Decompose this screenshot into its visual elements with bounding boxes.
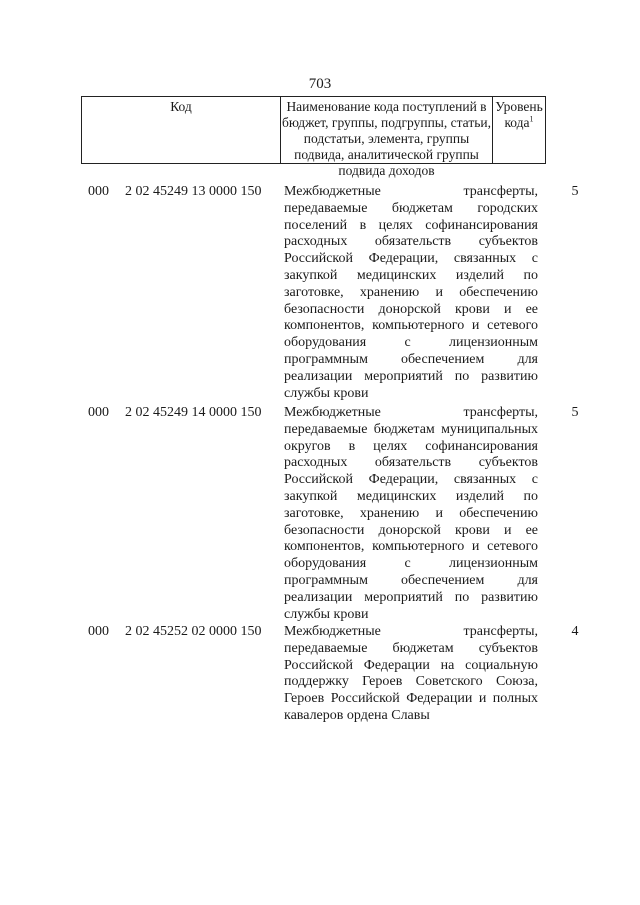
row-level: 5 bbox=[571, 184, 579, 199]
row-prefix: 000 bbox=[88, 184, 109, 199]
row-code: 2 02 45252 02 0000 150 bbox=[125, 624, 262, 639]
header-code: Код bbox=[82, 97, 281, 163]
row-code: 2 02 45249 14 0000 150 bbox=[125, 405, 262, 420]
page-number: 703 bbox=[308, 76, 332, 92]
row-level: 4 bbox=[571, 624, 579, 639]
table-header bbox=[81, 96, 546, 178]
header-name: Наименование кода поступлений в бюджет, группы, подгруппы, статьи, подстатьи, элемента, группы подвида, аналитической группы подвида доходов bbox=[281, 97, 493, 163]
row-level: 5 bbox=[571, 405, 579, 420]
row-code: 2 02 45249 13 0000 150 bbox=[125, 184, 262, 199]
header-level bbox=[493, 97, 545, 163]
row-prefix: 000 bbox=[88, 405, 109, 420]
header-level-footnote: 1 bbox=[529, 114, 534, 124]
row-prefix: 000 bbox=[88, 624, 109, 639]
row-description: Межбюджетные трансферты, передаваемые бюджетам субъектов Российской Федерации на социальную поддержку Героев Советского Союза, Героев Российской Федерации и полных кавалеров ордена Славы bbox=[284, 624, 538, 723]
row-description: Межбюджетные трансферты, передаваемые бюджетам муниципальных округов в целях софинансирования расходных обязательств субъектов Российской Федерации, связанных с закупкой медицинских изделий по заготовке, хранению и обеспечению безопасности донорской крови и ее компонентов, компьютерного и сетевого оборудования с лицензионным программным обеспечением для реализации мероприятий по развитию службы крови bbox=[284, 405, 538, 622]
header-level-label: Уровень кода bbox=[495, 99, 543, 130]
row-description: Межбюджетные трансферты, передаваемые бюджетам городских поселений в целях софинансирования расходных обязательств субъектов Российской Федерации, связанных с закупкой медицинских изделий по заготовке, хранению и обеспечению безопасности донорской крови и ее компонентов, компьютерного и сетевого оборудования с лицензионным программным обеспечением для реализации мероприятий по развитию службы крови bbox=[284, 184, 538, 401]
